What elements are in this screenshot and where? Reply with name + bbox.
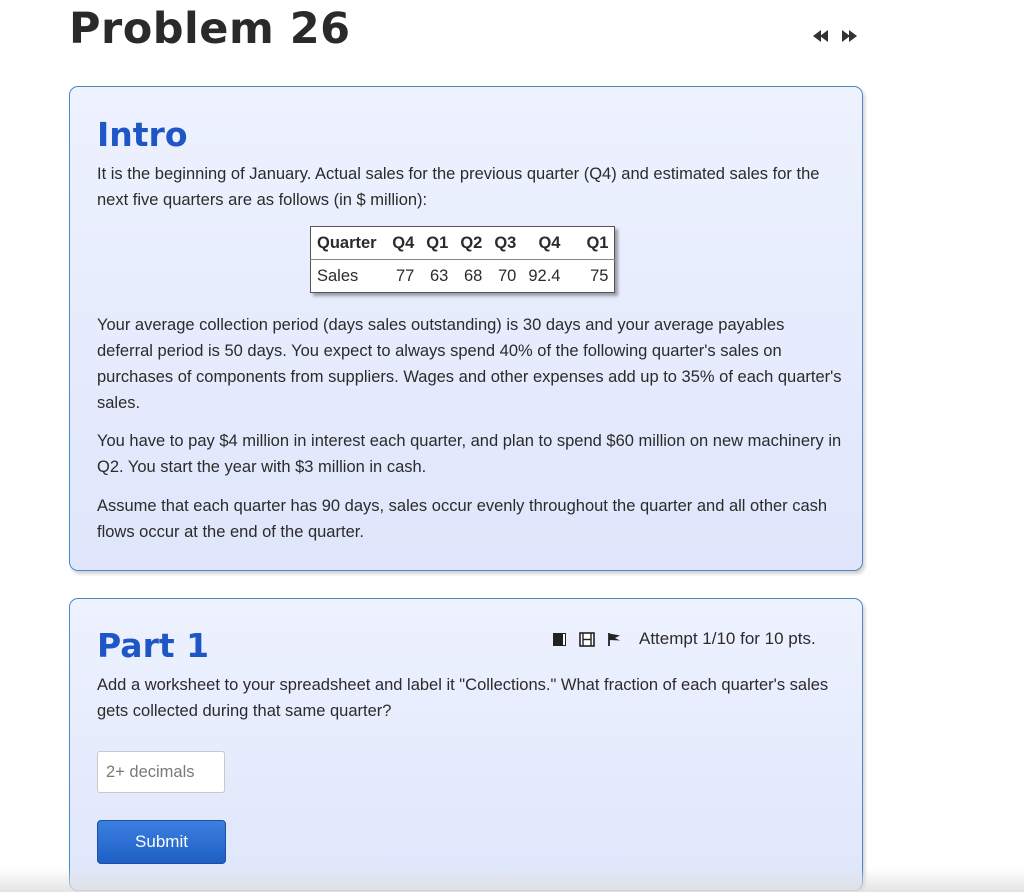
double-chevron-left-icon[interactable] <box>813 29 829 43</box>
flag-icon[interactable] <box>607 632 621 647</box>
answer-input[interactable] <box>97 751 225 793</box>
book-icon[interactable] <box>552 632 567 647</box>
part1-question: Add a worksheet to your spreadsheet and label it "Collections." What fraction of each quarter's sales gets collected during that same quarter? <box>97 676 829 720</box>
table-header-cell: Q1 <box>420 227 454 260</box>
table-header-row <box>311 227 615 260</box>
table-cell: 77 <box>395 266 415 285</box>
part-toolbar <box>552 629 816 649</box>
intro-paragraph: It is the beginning of January. Actual sales for the previous quarter (Q4) and estimated sales for the next five quarters are as follows (in $ million): <box>97 165 820 209</box>
table-cell: 70 <box>497 266 517 285</box>
table-row <box>311 260 615 293</box>
table-header-cell: Q4 <box>522 227 566 260</box>
film-icon[interactable] <box>579 632 595 647</box>
table-cell: 92.4 <box>528 266 561 285</box>
part1-heading: Part 1 <box>97 626 210 665</box>
part1-card <box>69 598 863 891</box>
submit-button[interactable]: Submit <box>97 820 226 864</box>
intro-paragraph: Assume that each quarter has 90 days, sales occur evenly throughout the quarter and all other cash flows occur at the end of the quarter. <box>97 497 828 541</box>
table-header-cell: Q2 <box>454 227 488 260</box>
intro-paragraph: Your average collection period (days sales outstanding) is 30 days and your average payables deferral period is 50 days. You expect to always spend 40% of the following quarter's sales on purchases of components from suppliers. Wages and other expenses add up to 35% of each quarter's sales. <box>97 316 842 412</box>
sales-table <box>310 226 615 293</box>
intro-card <box>69 86 863 571</box>
table-header-label: Quarter <box>311 227 387 260</box>
table-cell: 63 <box>429 266 449 285</box>
table-cell: 75 <box>590 266 609 285</box>
attempt-status: Attempt 1/10 for 10 pts. <box>639 629 816 648</box>
page-title: Problem 26 <box>69 4 351 54</box>
double-chevron-right-icon[interactable] <box>841 29 857 43</box>
intro-heading: Intro <box>97 115 188 154</box>
table-cell: 68 <box>463 266 483 285</box>
intro-paragraph: You have to pay $4 million in interest each quarter, and plan to spend $60 million on new machinery in Q2. You start the year with $3 million in cash. <box>97 432 842 476</box>
table-header-cell: Q1 <box>566 227 615 260</box>
table-row-label: Sales <box>317 266 359 285</box>
table-header-cell: Q3 <box>488 227 522 260</box>
table-header-cell: Q4 <box>386 227 420 260</box>
problem-navigation <box>813 29 857 43</box>
